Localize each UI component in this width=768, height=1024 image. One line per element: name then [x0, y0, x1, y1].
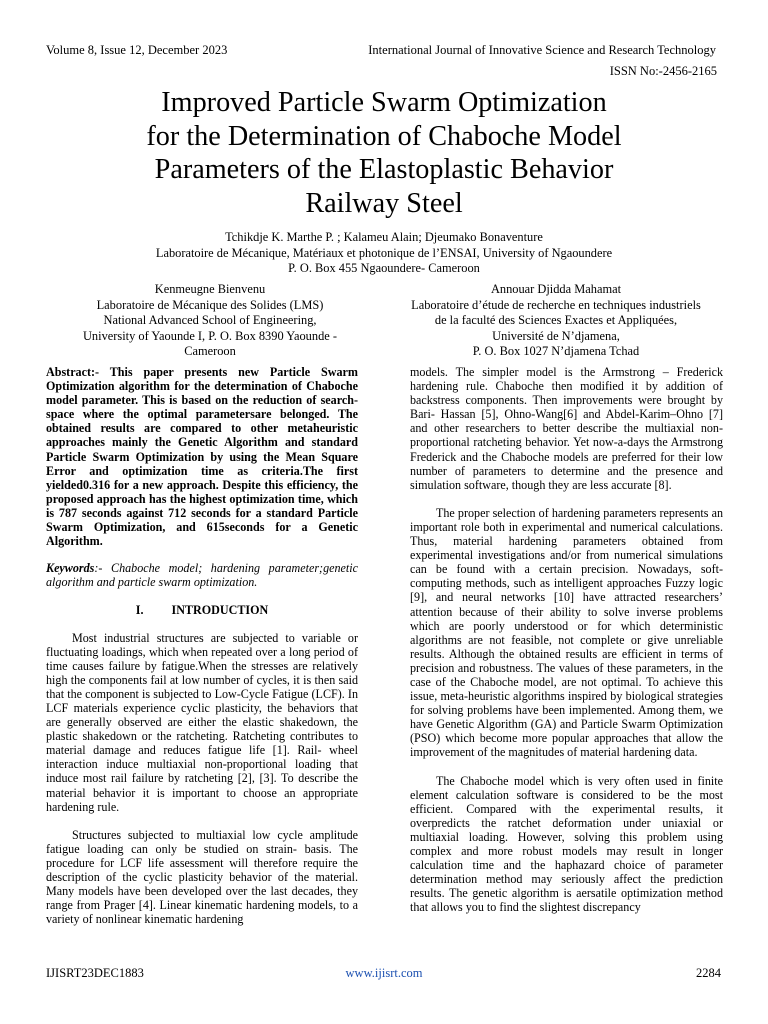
body-paragraph: The Chaboche model which is very often used in finite element calculation software is considered to be the most efficient. Compared with the experimental results, it overpredicts the ratchet deformation under uniaxial or multiaxial loading. However, solving this problem using complex and more robust models may result in longer calculation time and the haphazard choice of parameter determination method may seriously affect the prediction results. The genetic algorithm is aersatile optimization method that allows you to find the slightest discrepancy [410, 773, 723, 915]
affiliation-line: Laboratoire de Mécanique des Solides (LMS) [96, 297, 324, 312]
title-line: Improved Particle Swarm Optimization [161, 87, 607, 118]
title-line: for the Determination of Chaboche Model [146, 120, 622, 152]
header-volume: Volume 8, Issue 12, December 2023 [46, 43, 228, 57]
keywords-text: :- Chaboche model; hardening parameter;genetic algorithm and particle swarm optimization. [46, 561, 358, 590]
affiliation-left [46, 282, 374, 360]
body-paragraph: The proper selection of hardening parameters represents an important role both in experimental and numerical calculations. Thus, material hardening parameters obtained from experimental investigations and/or from numerical simulations can be found with a certain precision. Nowadays, soft-computing methods, such as intelligent approaches Fuzzy logic [9], and neural networks [10] have attracted researchers’ attention because of their ability to solve inverse problems which are poorly understood or for which deterministic algorithms are not feasible, not complete or give unreliable results. Although the obtained results are efficient in terms of precision and robustness. The values of these parameters, in the case of the Chaboche model, are not optimal. To achieve this issue, meta-heuristic algorithms inspired by biological strategies for solving problems have been implemented. Among them, we have Genetic Algorithm (GA) and Particle Swarm Optimization (PSO) which become more popular approaches that allow the improvement of the magnitudes of material hardening data. [410, 505, 723, 760]
affiliation-line: Cameroon [184, 344, 236, 358]
keywords-label: Keywords [46, 561, 95, 576]
affiliation-line: University of Yaounde I, P. O. Box 8390 Yaounde - [82, 328, 337, 343]
affiliation-line: Laboratoire d’étude de recherche en techniques industriels [411, 297, 701, 312]
author-names: Tchikdje K. Marthe P. ; Kalameu Alain; Djeumako Bonaventure [225, 230, 543, 244]
body-paragraph: Structures subjected to multiaxial low cycle amplitude fatigue loading can only be studied on strain- basis. The procedure for LCF life assessment will therefore require the description of the cyclic plasticity behavior of the material. Many models have been developed over the last decades, they range from Prager [4]. Linear kinematic hardening models, to a variety of nonlinear kinematic hardening [46, 827, 358, 927]
title-line: Railway Steel [305, 187, 463, 219]
affiliation-line: de la faculté des Sciences Exactes et Appliquées, [434, 313, 678, 327]
title-line: Parameters of the Elastoplastic Behavior [154, 154, 614, 185]
header-journal: International Journal of Innovative Science and Research Technology [368, 43, 716, 57]
abstract: Abstract:- This paper presents new Particle Swarm Optimization algorithm for the determination of Chaboche model parameter. This is based on the reduction of search-space where the optimal parametersare belonged. The obtained results are compared to other metaheuristic approaches mainly the Genetic Algorithm and standard Particle Swarm Optimization by using the Mean Square Error and optimization time as criteria.The first yielded0.316 for a new approach. Despite this efficiency, the proposed approach has the highest optimization time, which is 787 seconds against 712 seconds for a standard Particle Swarm Optimization, and 615seconds for a Genetic Algorithm. [46, 365, 358, 549]
author-lab: Laboratoire de Mécanique, Matériaux et photonique de l’ENSAI, University of Ngaoundere [155, 245, 613, 260]
author-address: P. O. Box 455 Ngaoundere- Cameroon [288, 261, 480, 275]
body-paragraph: Most industrial structures are subjected to variable or fluctuating loadings, which when repeated over a long period of time causes failure by fatigue.When the stresses are relatively high the components fail at low number of cycles, it is then said that the component is subjected to Low-Cycle Fatigue (LCF). In LCF materials experience cyclic plasticity, the behaviors that are generally observed are either the elastic shakedown, the plastic shakedown or the ratcheting. Ratcheting contributes to material damage and reduces fatigue life [1]. Rail- wheel interaction induce multiaxial non-proportional loading that induce most rail failure by ratcheting [2], [3]. To describe the material behavior it is important to choose an appropriate hardening rule. [46, 630, 358, 814]
affiliation-line: Kenmeugne Bienvenu [154, 282, 266, 296]
footer-page-number: 2284 [696, 966, 721, 980]
keywords [46, 561, 358, 589]
footer-website-link[interactable]: www.ijisrt.com [345, 966, 423, 980]
paper-title [40, 86, 728, 220]
affiliation-line: Université de N’djamena, [492, 328, 620, 343]
body-paragraph: models. The simpler model is the Armstrong – Frederick hardening rule. Chaboche then modified it by addition of backstress components. Then improvements were brought by Bari- Hassan [5], Ohno-Wang[6] and Abdel-Karim–Ohno [7] and other researchers to better describe the multiaxial non-proportional ratcheting behavior. Yet now-a-days the Armstrong Frederick and the Chaboche models are preferred for their low number of parameters to determine and the presence and simulation software, though they are less accurate [8]. [410, 365, 723, 492]
affiliation-line: P. O. Box 1027 N’djamena Tchad [472, 344, 640, 358]
affiliation-right [392, 282, 720, 360]
right-column [410, 365, 723, 914]
affiliation-line: Annouar Djidda Mahamat [490, 282, 622, 296]
header-issn: ISSN No:-2456-2165 [609, 64, 717, 78]
section-heading [46, 603, 358, 617]
footer-code: IJISRT23DEC1883 [46, 966, 144, 980]
affiliation-line: National Advanced School of Engineering, [103, 313, 317, 327]
author-block [40, 230, 728, 277]
left-column [46, 365, 358, 926]
section-number: I. [135, 603, 144, 618]
section-title: INTRODUCTION [171, 603, 269, 618]
